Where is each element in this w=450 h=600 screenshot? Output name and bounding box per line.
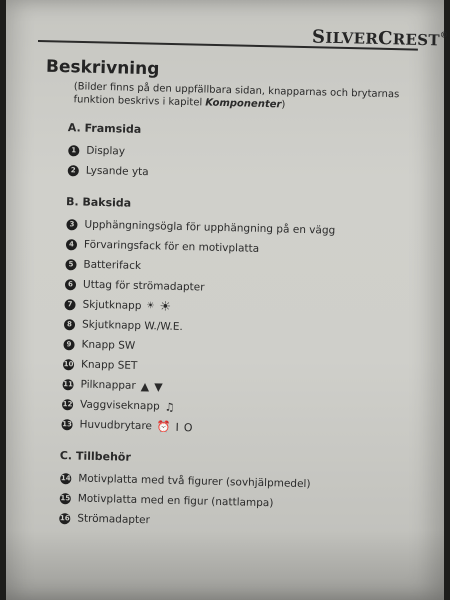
sun-large-icon: ☀ — [159, 298, 172, 315]
item-number-badge: 11 — [63, 380, 74, 389]
section-heading: B. Baksida — [65, 195, 132, 210]
item-label: Lysande yta — [85, 164, 149, 179]
item-number-badge: 4 — [66, 239, 77, 250]
power-off-icon: O — [183, 420, 193, 434]
arrow-down-icon: ▼ — [154, 379, 163, 394]
section-heading: A. Framsida — [67, 121, 142, 136]
page-title: Beskrivning — [45, 56, 160, 80]
item-number-badge: 6 — [65, 279, 76, 290]
power-on-icon: I — [175, 420, 180, 434]
sections-container — [51, 121, 411, 536]
document-body — [51, 80, 412, 536]
item-label: Knapp SET — [80, 358, 138, 372]
section-heading: C. Tillbehör — [59, 449, 132, 464]
brand-logo: SILVERCREST® — [311, 26, 449, 50]
item-label: Strömadapter — [77, 512, 151, 527]
arrow-up-icon: ▲ — [140, 379, 150, 393]
item-number-badge: 16 — [59, 514, 70, 523]
item-number-badge: 7 — [64, 299, 75, 310]
item-number-badge: 2 — [68, 165, 79, 176]
item-label: Knapp SW — [81, 338, 136, 352]
item-number-badge: 3 — [66, 219, 77, 230]
item-label: Förvaringsfack för en motivplatta — [83, 238, 260, 255]
page-shadow — [6, 530, 444, 600]
item-label: Upphängningsögla för upphängning på en vägg — [84, 218, 336, 237]
item-label: Vaggviseknapp — [79, 398, 160, 413]
alarm-clock-icon: ⏰ — [156, 419, 171, 434]
item-number-badge: 9 — [63, 339, 74, 350]
manual-page — [6, 0, 449, 600]
item-number-badge: 1 — [68, 145, 79, 156]
music-note-icon: ♫ — [164, 400, 175, 414]
item-number-badge: 14 — [60, 474, 71, 483]
item-label: Display — [86, 144, 126, 158]
item-label: Batterifack — [83, 258, 142, 272]
item-label: Motivplatta med en figur (nattlampa) — [77, 492, 274, 510]
item-number-badge: 10 — [63, 360, 74, 369]
item-label: Motivplatta med två figurer (sovhjälpmedel) — [78, 472, 311, 491]
item-number-badge: 15 — [60, 494, 71, 503]
item-label: Huvudbrytare — [79, 418, 153, 433]
item-label: Pilknappar — [80, 378, 136, 392]
sun-small-icon: ☀ — [146, 301, 155, 312]
item-number-badge: 8 — [64, 319, 75, 330]
item-label: Skjutknapp — [82, 298, 142, 313]
item-number-badge: 13 — [62, 420, 73, 429]
item-number-badge: 12 — [62, 400, 73, 409]
intro-paragraph: (Bilder finns på den uppfällbara sidan, knapparnas och brytarnas funktion beskrivs i kapitel Komponenter) — [73, 81, 400, 111]
item-label: Uttag för strömadapter — [82, 278, 205, 294]
item-number-badge: 5 — [65, 259, 76, 270]
item-label: Skjutknapp W./W.E. — [81, 318, 183, 334]
